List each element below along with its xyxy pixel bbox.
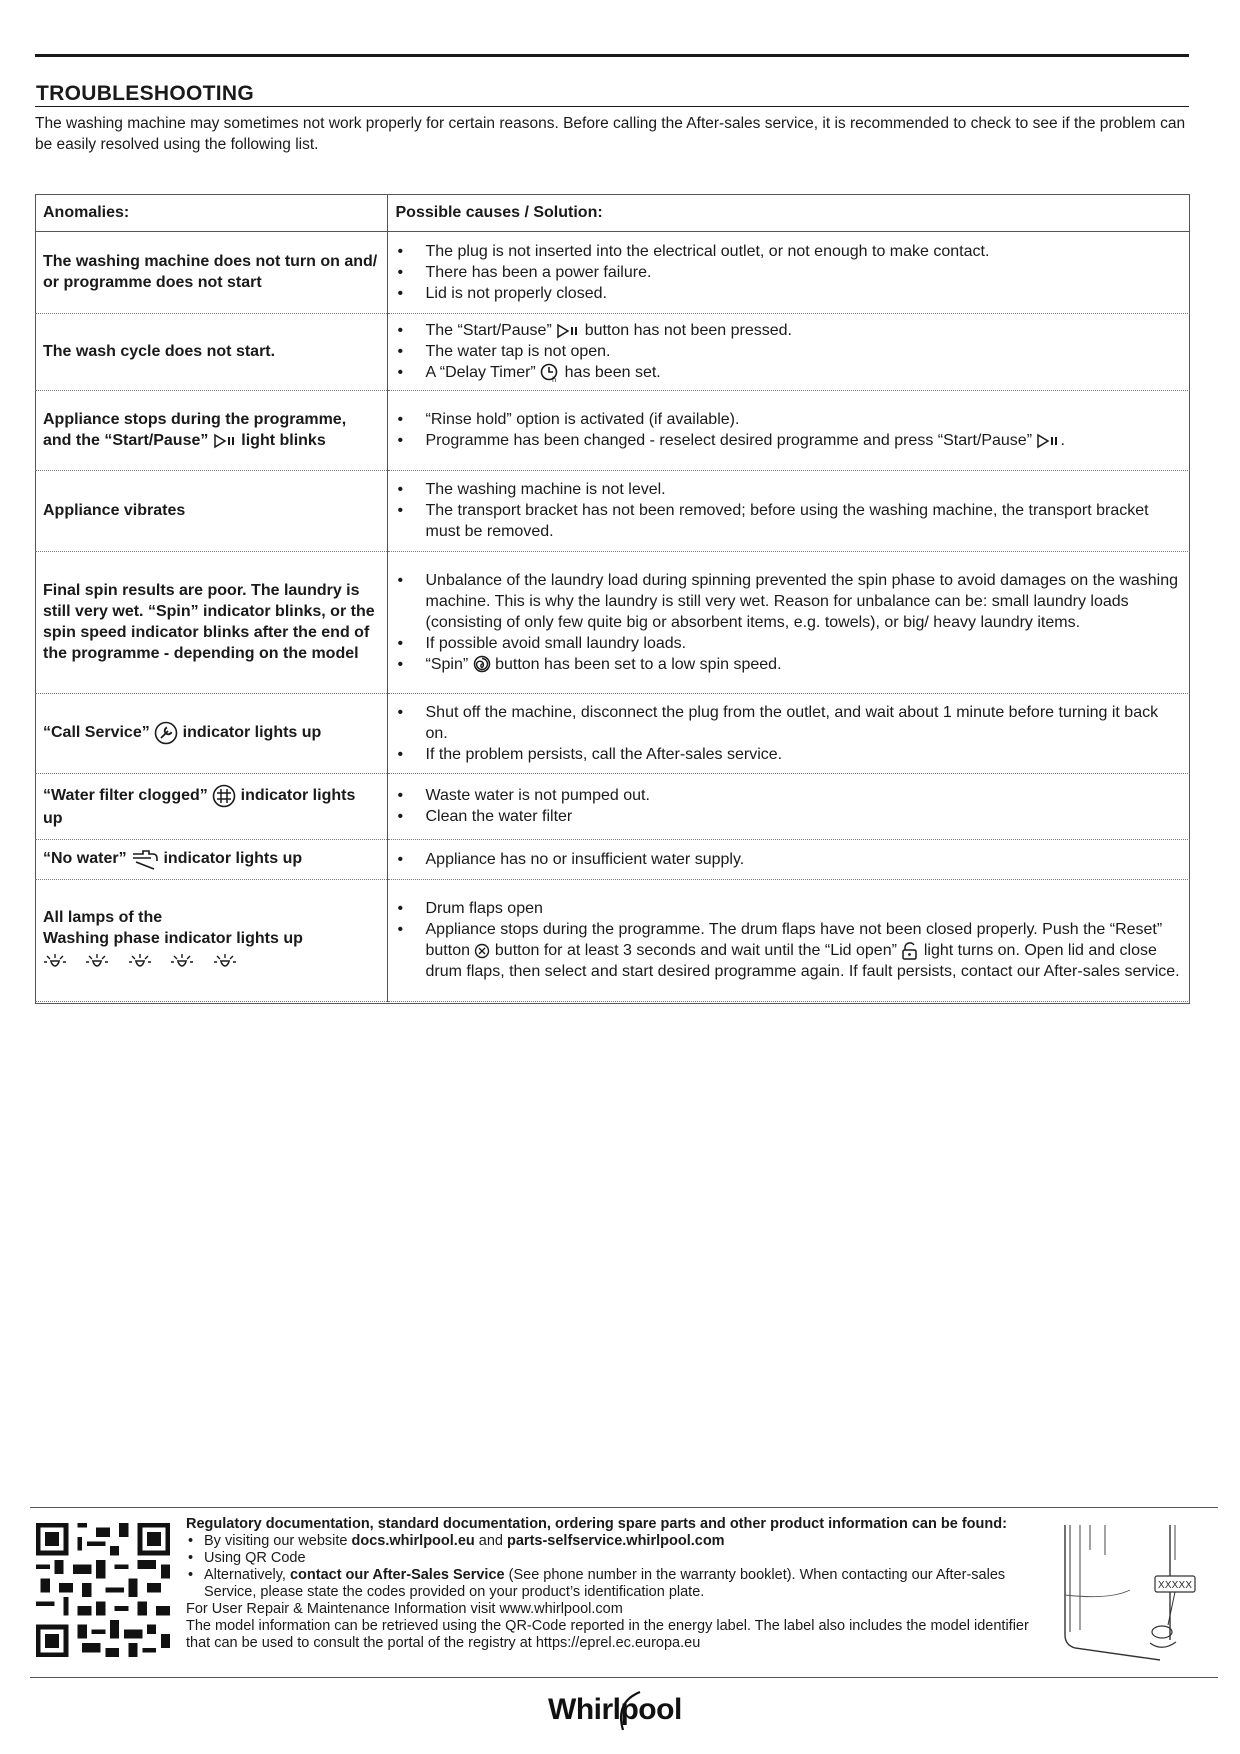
no-water-icon	[131, 848, 159, 870]
causes-cell	[387, 391, 1190, 471]
reset-icon	[474, 943, 490, 959]
anomaly-cell: Appliance vibrates	[35, 471, 387, 552]
whirlpool-logo	[545, 1684, 695, 1734]
anomaly-text: All lamps of the	[43, 909, 163, 926]
call-service-icon	[154, 721, 178, 745]
footer-text: (See phone number in the warranty booklet). When contacting our After-sales Service, please state the codes provided on your product’s identification plate.	[204, 1567, 1006, 1600]
col-causes-header: Possible causes / Solution:	[387, 194, 1190, 232]
footer-bullet	[186, 1533, 1046, 1550]
anomaly-text: “Water filter clogged”	[43, 786, 208, 804]
causes-cell	[387, 840, 1190, 880]
start-pause-icon	[213, 433, 237, 449]
cause-item: • The transport bracket has not been removed; before using the washing machine, the transport bracket must be removed.	[396, 500, 1183, 542]
cause-text: light turns on. Open lid and close drum flaps, then select and start desired programme again. If fault persists, contact our After-sales service.	[425, 942, 1180, 980]
start-pause-icon	[556, 323, 580, 339]
logo-wordmark: Whirlpool	[548, 1693, 682, 1726]
cause-item: • Waste water is not pumped out.	[396, 785, 1183, 806]
identification-plate-illustration	[1050, 1520, 1200, 1665]
cause-item: • Appliance has no or insufficient water supply.	[396, 849, 1183, 870]
footer-bullet: • Using QR Code	[186, 1550, 1046, 1567]
table-row	[35, 552, 1190, 694]
causes-cell	[387, 314, 1190, 391]
footer-bottom-rule	[30, 1677, 1218, 1678]
footer-text: Alternatively,	[204, 1567, 290, 1583]
cause-item: • The water tap is not open.	[396, 341, 1183, 362]
cause-text: has been set.	[564, 364, 661, 381]
anomaly-text: Washing phase indicator lights up	[43, 930, 303, 947]
anomaly-text: Appliance stops during the programme, and the “Start/Pause”	[43, 411, 347, 449]
phase-lamp-icon	[213, 953, 237, 973]
phase-lamp-icon	[43, 953, 67, 973]
phase-lamp-icon	[128, 953, 152, 973]
cause-text: button has been set to a low spin speed.	[495, 655, 782, 673]
anomaly-cell: Final spin results are poor. The laundry is still very wet. “Spin” indicator blinks, or the spin speed indicator blinks after the end of the programme - depending on the model	[35, 552, 387, 694]
cause-text: button has not been pressed.	[584, 322, 792, 339]
anomaly-cell: The washing machine does not turn on and/ or programme does not start	[35, 232, 387, 314]
cause-item: • Clean the water filter	[396, 806, 1183, 827]
svg-text:h: h	[552, 375, 557, 383]
phase-lamp-icon	[170, 953, 194, 973]
table-row	[35, 774, 1190, 840]
cause-text: The “Start/Pause”	[425, 322, 552, 339]
table-row	[35, 471, 1190, 552]
cause-item: • If possible avoid small laundry loads.	[396, 633, 1183, 654]
cause-item	[396, 919, 1183, 982]
table-header-row	[35, 194, 1190, 232]
footer-line: For User Repair & Maintenance Information visit www.whirlpool.com	[186, 1601, 623, 1617]
causes-cell	[387, 774, 1190, 840]
cause-text: .	[1060, 432, 1065, 449]
top-rule	[35, 54, 1189, 57]
cause-item: • If the problem persists, call the After-sales service.	[396, 744, 1183, 765]
cause-item	[396, 320, 1183, 341]
table-row	[35, 840, 1190, 880]
cause-text: “Spin”	[425, 655, 469, 673]
anomaly-cell	[35, 694, 387, 774]
anomaly-cell	[35, 840, 387, 880]
cause-text: Appliance stops during the programme. The drum flaps have not been closed properly. Push the “Reset” button	[425, 921, 1163, 959]
footer-text: contact our After-Sales Service	[289, 1567, 505, 1583]
causes-cell	[387, 694, 1190, 774]
footer-top-rule	[30, 1507, 1218, 1508]
footer-info	[186, 1516, 1046, 1652]
anomaly-cell	[35, 774, 387, 840]
start-pause-icon	[1036, 433, 1060, 449]
table-row	[35, 314, 1190, 391]
anomaly-text: indicator lights up	[43, 786, 356, 827]
anomaly-text: light blinks	[241, 432, 326, 449]
anomaly-cell	[35, 880, 387, 1002]
cause-text: button for at least 3 seconds and wait until the “Lid open”	[494, 942, 897, 959]
footer-text: and	[474, 1533, 507, 1549]
title-rule	[35, 106, 1189, 107]
anomaly-text: “No water”	[43, 850, 127, 868]
parts-link[interactable]: parts-selfservice.whirlpool.com	[507, 1533, 725, 1549]
table-row	[35, 880, 1190, 1002]
causes-cell	[387, 552, 1190, 694]
docs-link[interactable]: docs.whirlpool.eu	[351, 1533, 475, 1549]
footer-heading: Regulatory documentation, standard documentation, ordering spare parts and other product information can be found:	[186, 1516, 1007, 1532]
plate-code: XXXXX	[1157, 1580, 1193, 1591]
water-filter-icon	[212, 784, 236, 808]
delay-timer-icon	[540, 363, 560, 383]
cause-item	[396, 654, 1183, 675]
anomaly-text: “Call Service”	[43, 724, 150, 742]
anomaly-cell: The wash cycle does not start.	[35, 314, 387, 391]
cause-item: • “Rinse hold” option is activated (if available).	[396, 409, 1183, 430]
cause-item: • There has been a power failure.	[396, 262, 1183, 283]
footer-bullet	[186, 1567, 1046, 1601]
anomaly-text: indicator lights up	[163, 850, 303, 868]
cause-item: • The plug is not inserted into the electrical outlet, or not enough to make contact.	[396, 241, 1183, 262]
cause-item: • Unbalance of the laundry load during spinning prevented the spin phase to avoid damages on the washing machine. This is why the laundry is still very wet. Reason for unbalance can be: small laundry loads (consisting of only few quite big or absorbent items, e.g. towels), or big/ heavy laundry items.	[396, 570, 1183, 633]
anomaly-text: indicator lights up	[182, 724, 322, 742]
cause-item	[396, 430, 1183, 451]
table-row	[35, 391, 1190, 471]
cause-item: • Lid is not properly closed.	[396, 283, 1183, 304]
table-row	[35, 232, 1190, 314]
footer-line: The model information can be retrieved using the QR-Code reported in the energy label. The label also includes the model identifier that can be used to consult the portal of the registry at https://eprel.ec.europa.eu	[186, 1618, 1029, 1651]
washing-phase-lamps	[43, 952, 379, 973]
causes-cell	[387, 471, 1190, 552]
qr-code[interactable]	[36, 1523, 170, 1657]
anomaly-cell	[35, 391, 387, 471]
col-anomalies-header: Anomalies:	[35, 194, 387, 232]
footer-text: By visiting our website	[204, 1533, 352, 1549]
intro-paragraph: The washing machine may sometimes not work properly for certain reasons. Before calling the After-sales service, it is recommended to check to see if the problem can be easily resolved using the following list.	[35, 115, 1186, 153]
cause-text: A “Delay Timer”	[425, 364, 536, 381]
cause-item: • Shut off the machine, disconnect the plug from the outlet, and wait about 1 minute before turning it back on.	[396, 702, 1183, 744]
table-row	[35, 694, 1190, 774]
cause-text: Programme has been changed - reselect desired programme and press “Start/Pause”	[425, 432, 1033, 449]
causes-cell	[387, 232, 1190, 314]
cause-item: • The washing machine is not level.	[396, 479, 1183, 500]
spin-icon	[473, 655, 491, 673]
troubleshooting-table	[35, 194, 1190, 1002]
causes-cell	[387, 880, 1190, 1002]
phase-lamp-icon	[85, 953, 109, 973]
cause-item: • Drum flaps open	[396, 898, 1183, 919]
lid-open-icon	[901, 941, 919, 961]
cause-item	[396, 362, 1183, 383]
page-title: TROUBLESHOOTING	[36, 82, 254, 105]
